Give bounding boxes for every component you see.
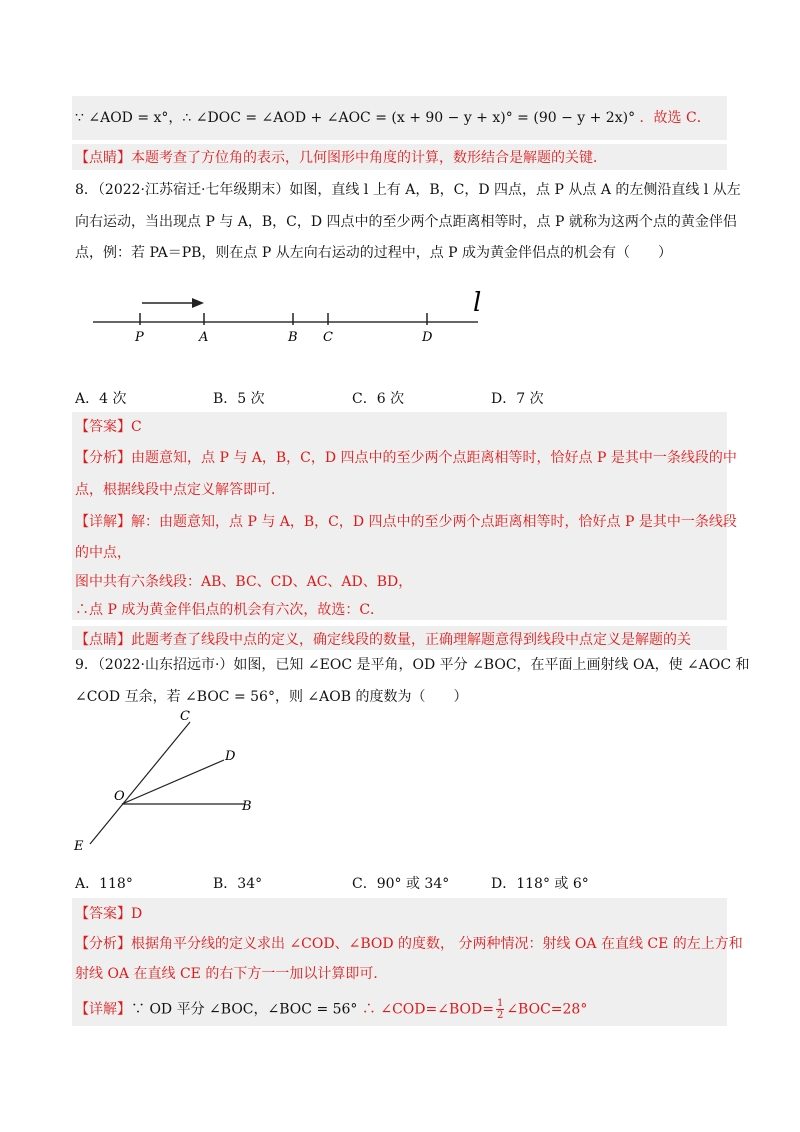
q7-equation: ∵ ∠AOD = x°，∴ ∠DOC = ∠AOD + ∠AOC = (x + 90 − y + x)° = (90 − y + 2x)° [75,110,636,126]
detail-tag: 【详解】 [75,1001,131,1018]
q8-analysis-line2: 点，根据线段中点定义解答即可． [75,482,285,498]
dianjing-text: 此题考查了线段中点的定义，确定线段的数量，正确理解题意得到线段中点定义是解题的关 [131,632,691,648]
answer-value: D [131,906,143,922]
q8-option-a[interactable]: A．4 次 [75,391,127,407]
answer-tag: 【答案】 [75,419,131,435]
q7-solution-line [75,108,711,128]
point-label-e: E [74,839,84,854]
q9-option-d[interactable]: D．118° 或 6° [491,876,589,892]
q8-line-figure [88,285,508,355]
q9-detail-line [75,998,587,1021]
q9-stem-line2: ∠COD 互余，若 ∠BOC = 56°，则 ∠AOB 的度数为（ ） [75,689,468,705]
point-label-c: C [323,330,333,345]
point-label-c: C [180,709,190,724]
point-label-b: B [288,330,298,345]
detail-result: ∴ ∠COD=∠BOD= [361,1001,494,1018]
q9-option-b[interactable]: B．34° [213,876,263,892]
dianjing-text: 本题考查了方位角的表示，几何图形中角度的计算，数形结合是解题的关键． [131,150,607,166]
dianjing-tag: 【点睛】 [75,632,131,648]
q8-option-b[interactable]: B．5 次 [213,391,265,407]
answer-tag: 【答案】 [75,906,131,922]
q7-choice: ．故选 C． [639,110,711,126]
q9-analysis-line2: 射线 OA 在直线 CE 的右下方一一加以计算即可． [75,966,388,982]
q8-detail-line1: 【详解】解：由题意知，点 P 与 A，B，C，D 四点中的至少两个点距离相等时，恰好点 P 是其中一条线段 [75,514,737,530]
q8-analysis-line1: 【分析】由题意知，点 P 与 A，B，C，D 四点中的至少两个点距离相等时，恰好点 P 是其中一条线段的中 [75,450,737,466]
analysis-tag: 【分析】 [75,936,131,952]
q8-stem-line1: 8．（2022·江苏宿迁·七年级期末）如图，直线 l 上有 A，B，C，D 四点，点 P 从点 A 的左侧沿直线 l 从左 [75,182,741,198]
point-label-d: D [225,749,236,764]
detail-result-value: ∠BOC=28° [506,1001,588,1018]
q8-answer [75,417,142,437]
q9-angle-figure [72,708,272,858]
q9-option-a[interactable]: A．118° [75,876,133,892]
dianjing-tag: 【点睛】 [75,150,131,166]
point-label-a: A [199,330,209,345]
detail-tag: 【详解】 [75,514,131,530]
q8-stem-line2: 向右运动，当出现点 P 与 A，B，C，D 四点中的至少两个点距离相等时，点 P 就称为这两个点的黄金伴侣 [75,214,737,230]
line-label-l: l [473,288,482,318]
q9-analysis-line1: 【分析】根据角平分线的定义求出 ∠COD、∠BOD 的度数， 分两种情况：射线 OA 在直线 CE 的左上方和 [75,936,743,952]
q8-stem-line3: 点，例：若 PA＝PB，则在点 P 从左向右运动的过程中，点 P 成为黄金伴侣点的机会有（ ） [75,245,673,261]
q9-option-c[interactable]: C．90° 或 34° [352,876,450,892]
q8-option-d[interactable]: D．7 次 [491,391,544,407]
q9-stem-line1: 9．（2022·山东招远市·）如图，已知 ∠EOC 是平角，OD 平分 ∠BOC，在平面上画射线 OA，使 ∠AOC 和 [75,657,750,673]
q8-detail-line2: 的中点， [75,545,131,561]
detail-given: ∵ OD 平分 ∠BOC，∠BOC = 56° [131,1001,358,1018]
analysis-tag: 【分析】 [75,450,131,466]
q8-dianjing [75,630,691,650]
point-label-o: O [114,789,125,804]
q8-detail-line4: ∴点 P 成为黄金伴侣点的机会有六次，故选：C． [75,602,385,618]
point-label-p: P [135,330,144,345]
fraction-one-half: $\frac{1}{2}$ [496,998,504,1021]
q8-option-c[interactable]: C．6 次 [352,391,405,407]
answer-value: C [131,419,142,435]
q7-dianjing [75,148,607,168]
q9-answer [75,904,142,924]
q8-detail-line3: 图中共有六条线段：AB、BC、CD、AC、AD、BD， [75,574,413,590]
point-label-b: B [242,799,252,814]
point-label-d: D [422,330,433,345]
